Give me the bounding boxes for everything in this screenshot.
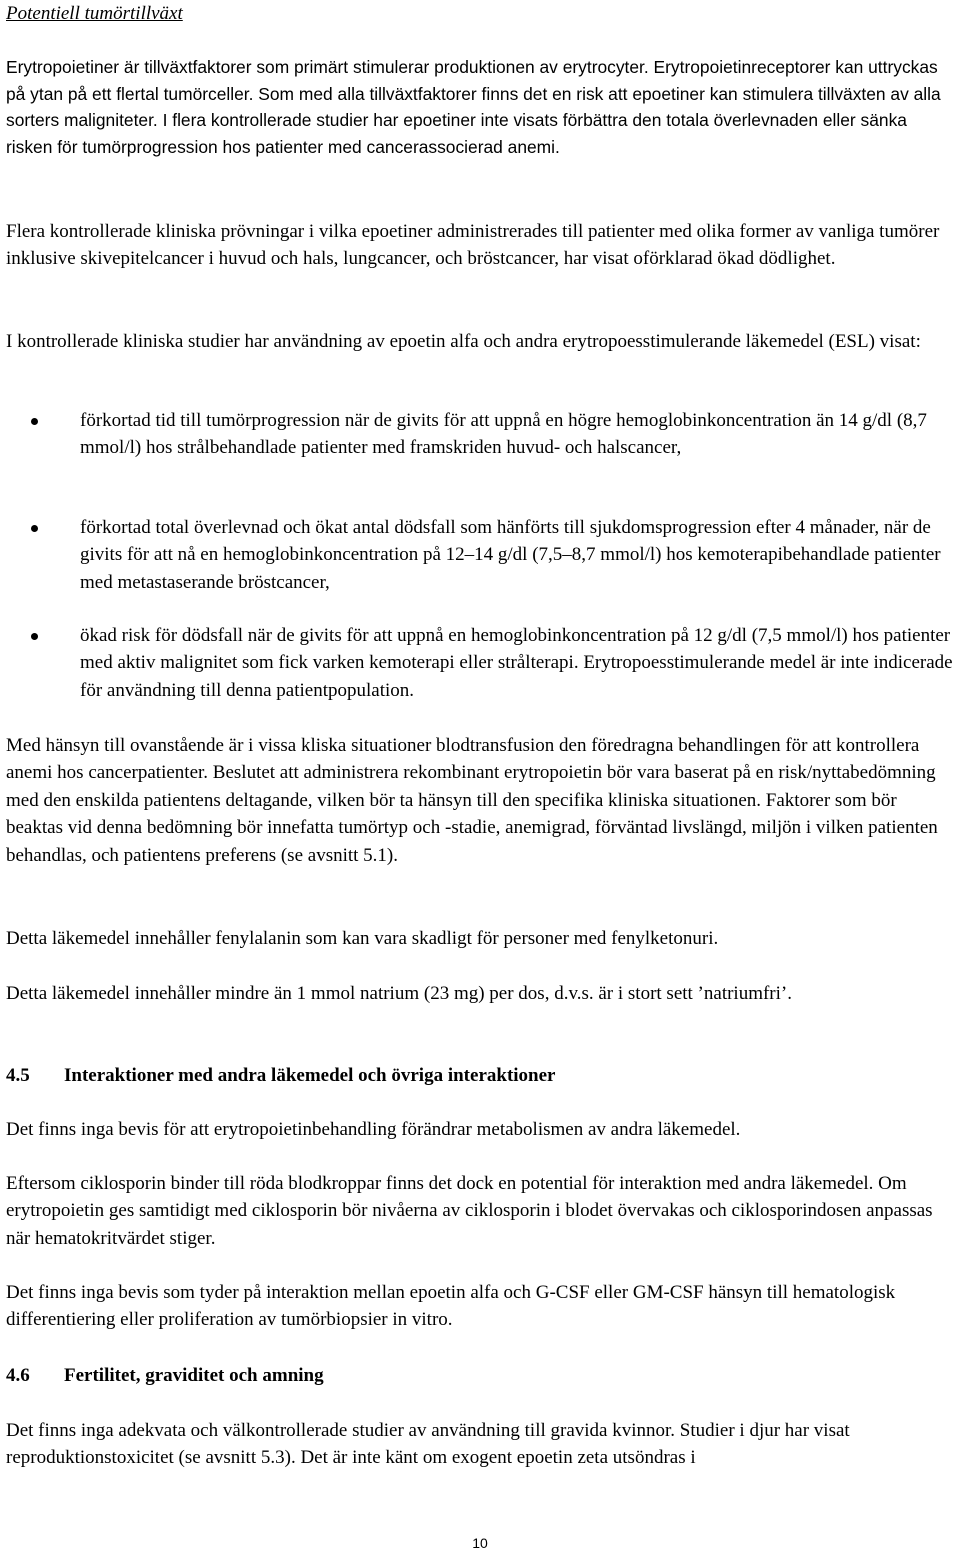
section-title: Fertilitet, graviditet och amning: [64, 1365, 324, 1386]
list-item-text: förkortad tid till tumörprogression när de givits för att uppnå en högre hemoglobinkoncentration än 14 g/dl (8,7 mmol/l) hos strålbehandlade patienter med framskriden huvud- och halscancer,: [80, 410, 927, 459]
paragraph-ciclosporin: Eftersom ciklosporin binder till röda blodkroppar finns det dock en potential för interaktion med andra läkemedel. Om erytropoietin ges samtidigt med ciklosporin bör nivåerna av ciklosporin i blodet övervakas och ciklosporindosen anpassas när hematokritvärdet stiger.: [6, 1173, 933, 1249]
paragraph-transfusion: Med hänsyn till ovanstående är i vissa kliska situationer blodtransfusion den föredragna behandlingen för att kontrollera anemi hos cancerpatienter. Beslutet att administrera rekombinant erytropoietin bör vara baserat på en risk/nyttabedömning med den enskilda patientens deltagande, vilken bör ta hänsyn till den specifika kliniska situationen. Faktorer som bör beaktas vid denna bedömning bör innefatta tumörtyp och -stadie, anemigrad, förväntad livslängd, miljön i vilken patienten behandlas, och patientens preferens (se avsnitt 5.1).: [6, 735, 938, 866]
bullet-list: [6, 622, 958, 704]
page-number: 10: [472, 1535, 488, 1551]
list-item: [6, 622, 958, 704]
section-heading-4-5: [6, 1062, 556, 1089]
paragraph-gcsf: Det finns inga bevis som tyder på interaktion mellan epoetin alfa och G-CSF eller GM-CSF hänsyn till hematologisk differentiering eller proliferation av tumörbiopsier in vitro.: [6, 1282, 896, 1331]
section-title: Interaktioner med andra läkemedel och övriga interaktioner: [64, 1065, 556, 1086]
paragraph-tumor-growth: Erytropoietiner är tillväxtfaktorer som primärt stimulerar produktionen av erytrocyter. Erytropoietinreceptorer kan uttryckas på ytan på ett flertal tumörceller. Som med alla tillväxtfaktorer finns det en risk att epoetiner kan stimulera tillväxten av alla sorters maligniteter. I flera kontrollerade studier har epoetiner inte visats förbättra den totala överlevnaden eller sänka risken för tumörprogression hos patienter med cancerassocierad anemi.: [6, 57, 941, 157]
paragraph-controlled-trials: Flera kontrollerade kliniska prövningar i vilka epoetiner administrerades till patienter med olika former av vanliga tumörer inklusive skivepitelcancer i huvud och hals, lungcancer, och bröstcancer, har visat oförklarad ökad dödlighet.: [6, 221, 940, 270]
bullet-list: [6, 407, 958, 462]
section-number: 4.5: [6, 1065, 30, 1086]
paragraph-sodium: Detta läkemedel innehåller mindre än 1 mmol natrium (23 mg) per dos, d.v.s. är i stort sett ’natriumfri’.: [6, 983, 792, 1004]
bullet-icon: [31, 418, 38, 425]
paragraph-phenylalanine: Detta läkemedel innehåller fenylalanin som kan vara skadligt för personer med fenylketonuri.: [6, 928, 719, 949]
bullet-list: [6, 514, 958, 596]
list-item: [6, 514, 958, 596]
list-item: [6, 407, 958, 462]
bullet-icon: [31, 633, 38, 640]
paragraph-esl-intro: I kontrollerade kliniska studier har användning av epoetin alfa och andra erytropoesstimulerande läkemedel (ESL) visat:: [6, 331, 921, 352]
list-item-text: ökad risk för dödsfall när de givits för att uppnå en hemoglobinkoncentration på 12 g/dl (7,5 mmol/l) hos patienter med aktiv malignitet som fick varken kemoterapi eller strålterapi. Erytropoesstimulerande medel är inte indicerade för användning till denna patientpopulation.: [80, 625, 953, 701]
section-heading-4-6: [6, 1362, 324, 1389]
paragraph-pregnancy: Det finns inga adekvata och välkontrollerade studier av användning till gravida kvinnor. Studier i djur har visat reproduktionstoxicitet (se avsnitt 5.3). Det är inte känt om exogent epoetin zeta utsöndras i: [6, 1420, 850, 1469]
paragraph-metabolism: Det finns inga bevis för att erytropoietinbehandling förändrar metabolismen av andra läkemedel.: [6, 1119, 741, 1140]
section-number: 4.6: [6, 1365, 30, 1386]
bullet-icon: [31, 525, 38, 532]
subsection-heading: Potentiell tumörtillväxt: [6, 3, 183, 24]
list-item-text: förkortad total överlevnad och ökat antal dödsfall som hänförts till sjukdomsprogression efter 4 månader, när de givits för att nå en hemoglobinkoncentration på 12–14 g/dl (7,5–8,7 mmol/l) hos kemoterapibehandlade patienter med metastaserande bröstcancer,: [80, 517, 941, 593]
